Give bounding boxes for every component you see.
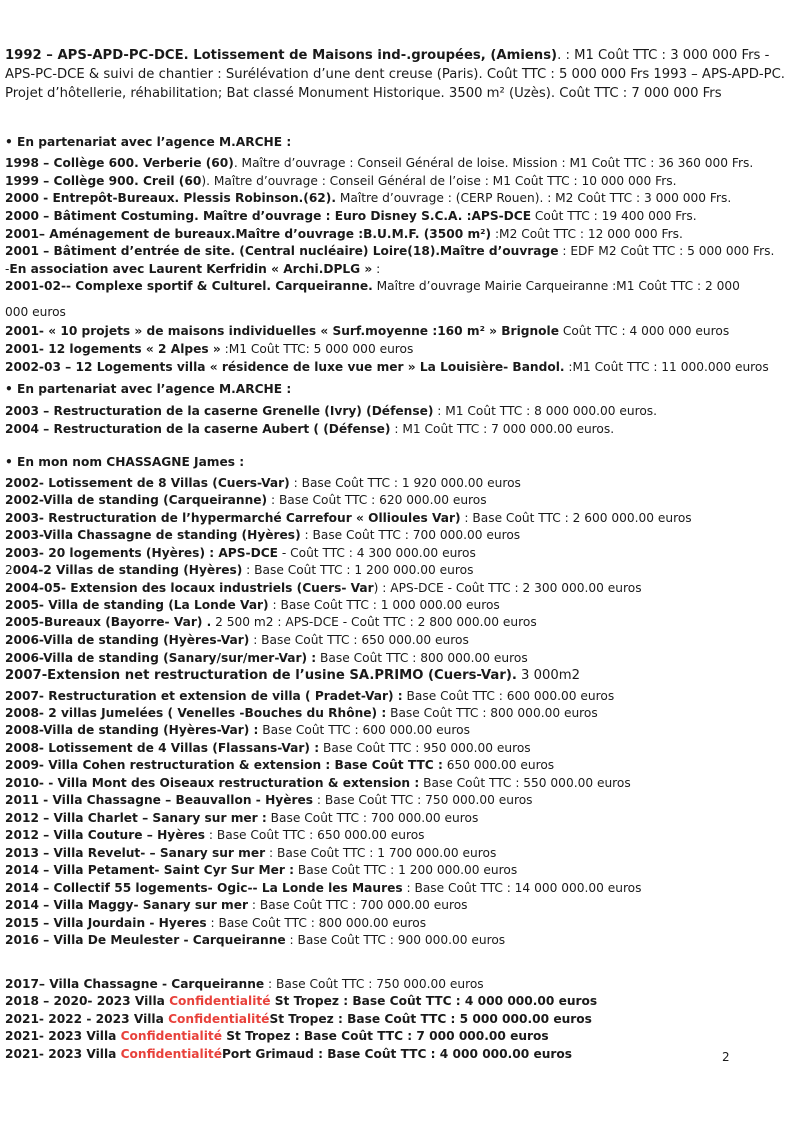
list-item: 2002-03 – 12 Logements villa « résidence de luxe vue mer » La Louisière- Bandol. :M1 Coût TTC : 11 000.000 euros <box>5 360 769 374</box>
list-item-highlight: 2007-Extension net restructuration de l’usine SA.PRIMO (Cuers-Var). 3 000m2 <box>5 668 581 683</box>
list-item: -En association avec Laurent Kerfridin « Archi.DPLG » : <box>5 262 381 276</box>
list-item: 2001- 12 logements « 2 Alpes » :M1 Coût TTC: 5 000 000 euros <box>5 342 414 356</box>
list-item: 2014 – Villa Maggy- Sanary sur mer : Base Coût TTC : 700 000.00 euros <box>5 898 468 912</box>
list-item: 2001– Aménagement de bureaux.Maître d’ouvrage :B.U.M.F. (3500 m²) :M2 Coût TTC : 12 000 000 Frs. <box>5 227 683 241</box>
list-item: 2006-Villa de standing (Sanary/sur/mer-Var) : Base Coût TTC : 800 000.00 euros <box>5 651 528 665</box>
list-item: 1999 – Collège 900. Creil (60). Maître d’ouvrage : Conseil Général de l’oise : M1 Coût TTC : 10 000 000 Frs. <box>5 174 677 188</box>
list-item: 2003- 20 logements (Hyères) : APS-DCE - Coût TTC : 4 300 000.00 euros <box>5 546 476 560</box>
confidential-item: 2021- 2023 Villa Confidentialité St Tropez : Base Coût TTC : 7 000 000.00 euros <box>5 1029 549 1043</box>
list-item: 2008- Lotissement de 4 Villas (Flassans-Var) : Base Coût TTC : 950 000.00 euros <box>5 741 531 755</box>
page-number: 2 <box>722 1050 730 1064</box>
list-item: 2015 – Villa Jourdain - Hyeres : Base Coût TTC : 800 000.00 euros <box>5 916 427 930</box>
list-item: 2008-Villa de standing (Hyères-Var) : Base Coût TTC : 600 000.00 euros <box>5 723 470 737</box>
list-item: 2007- Restructuration et extension de villa ( Pradet-Var) : Base Coût TTC : 600 000.00 euros <box>5 689 615 703</box>
confidential-item: 2021- 2022 - 2023 Villa ConfidentialitéSt Tropez : Base Coût TTC : 5 000 000.00 euros <box>5 1012 592 1026</box>
list-item: 2001 – Bâtiment d’entrée de site. (Central nucléaire) Loire(18).Maître d’ouvrage : EDF M2 Coût TTC : 5 000 000 Frs. <box>5 244 775 258</box>
list-item: 2000 – Bâtiment Costuming. Maître d’ouvrage : Euro Disney S.C.A. :APS-DCE Coût TTC : 19 400 000 Frs. <box>5 209 697 223</box>
list-item: 2000 - Entrepôt-Bureaux. Plessis Robinson.(62). Maître d’ouvrage : (CERP Rouen). : M2 Coût TTC : 3 000 000 Frs. <box>5 191 732 205</box>
list-item: 2005-Bureaux (Bayorre- Var) . 2 500 m2 : APS-DCE - Coût TTC : 2 800 000.00 euros <box>5 615 537 629</box>
list-item: 2012 – Villa Charlet – Sanary sur mer : Base Coût TTC : 700 000.00 euros <box>5 811 479 825</box>
list-item: 2003-Villa Chassagne de standing (Hyères) : Base Coût TTC : 700 000.00 euros <box>5 528 521 542</box>
list-item: 2014 – Villa Petament- Saint Cyr Sur Mer : Base Coût TTC : 1 200 000.00 euros <box>5 863 518 877</box>
list-item: 2014 – Collectif 55 logements- Ogic-- La Londe les Maures : Base Coût TTC : 14 000 000.00 euros <box>5 881 642 895</box>
section2-heading: • En partenariat avec l’agence M.ARCHE : <box>5 382 292 396</box>
list-item: 2004 – Restructuration de la caserne Aubert ( (Défense) : M1 Coût TTC : 7 000 000.00 euros. <box>5 422 615 436</box>
intro-bold: 1992 – APS-APD-PC-DCE. Lotissement de Maisons ind-.groupées, (Amiens) <box>5 48 558 63</box>
section3-heading: • En mon nom CHASSAGNE James : <box>5 455 245 469</box>
list-item: 2004-2 Villas de standing (Hyères) : Base Coût TTC : 1 200 000.00 euros <box>5 563 474 577</box>
list-item: 2016 – Villa De Meulester - Carqueiranne : Base Coût TTC : 900 000.00 euros <box>5 933 506 947</box>
confidential-item: 2018 – 2020- 2023 Villa Confidentialité St Tropez : Base Coût TTC : 4 000 000.00 euros <box>5 994 598 1008</box>
list-item-overflow: 000 euros <box>5 305 66 319</box>
list-item: 2001-02-- Complexe sportif & Culturel. Carqueiranne. Maître d’ouvrage Mairie Carqueiranne :M1 Coût TTC : 2 000 <box>5 279 740 293</box>
list-item: 2005- Villa de standing (La Londe Var) : Base Coût TTC : 1 000 000.00 euros <box>5 598 500 612</box>
list-item: 2011 - Villa Chassagne – Beauvallon - Hyères : Base Coût TTC : 750 000.00 euros <box>5 793 533 807</box>
list-item: 2003 – Restructuration de la caserne Grenelle (Ivry) (Défense) : M1 Coût TTC : 8 000 000.00 euros. <box>5 404 658 418</box>
confidential-item: 2021- 2023 Villa ConfidentialitéPort Grimaud : Base Coût TTC : 4 000 000.00 euros <box>5 1047 573 1061</box>
list-item: 2001- « 10 projets » de maisons individuelles « Surf.moyenne :160 m² » Brignole Coût TTC : 4 000 000 euros <box>5 324 730 338</box>
list-item: 2013 – Villa Revelut- – Sanary sur mer : Base Coût TTC : 1 700 000.00 euros <box>5 846 497 860</box>
list-item: 2012 – Villa Couture – Hyères : Base Coût TTC : 650 000.00 euros <box>5 828 425 842</box>
list-item: 2010- - Villa Mont des Oiseaux restructuration & extension : Base Coût TTC : 550 000.00 euros <box>5 776 631 790</box>
list-item: 2006-Villa de standing (Hyères-Var) : Base Coût TTC : 650 000.00 euros <box>5 633 469 647</box>
list-item: 2017– Villa Chassagne - Carqueiranne : Base Coût TTC : 750 000.00 euros <box>5 977 484 991</box>
list-item: 2002- Lotissement de 8 Villas (Cuers-Var) : Base Coût TTC : 1 920 000.00 euros <box>5 476 521 490</box>
list-item: 2003- Restructuration de l’hypermarché Carrefour « Ollioules Var) : Base Coût TTC : 2 600 000.00 euros <box>5 511 692 525</box>
section1-heading: • En partenariat avec l’agence M.ARCHE : <box>5 135 292 149</box>
list-item: 1998 – Collège 600. Verberie (60). Maître d’ouvrage : Conseil Général de loise. Mission : M1 Coût TTC : 36 360 000 Frs. <box>5 156 754 170</box>
intro-paragraph <box>5 46 790 103</box>
list-item: 2009- Villa Cohen restructuration & extension : Base Coût TTC : 650 000.00 euros <box>5 758 555 772</box>
list-item: 2008- 2 villas Jumelées ( Venelles -Bouches du Rhône) : Base Coût TTC : 800 000.00 euros <box>5 706 598 720</box>
list-item: 2004-05- Extension des locaux industriels (Cuers- Var) : APS-DCE - Coût TTC : 2 300 000.00 euros <box>5 581 642 595</box>
list-item: 2002-Villa de standing (Carqueiranne) : Base Coût TTC : 620 000.00 euros <box>5 493 487 507</box>
intro-text: . : M1 Coût TTC : 3 000 000 Frs - APS-PC-DCE & suivi de chantier : Surélévation d’une dent creuse (Paris). Coût TTC : 5 000 000 Frs 1993 – APS-APD-PC. Projet d’hôtellerie, réhabilitation; Bat classé Monument Historique. 3500 m² (Uzès). Coût TTC : 7 000 000 Frs <box>5 48 785 101</box>
